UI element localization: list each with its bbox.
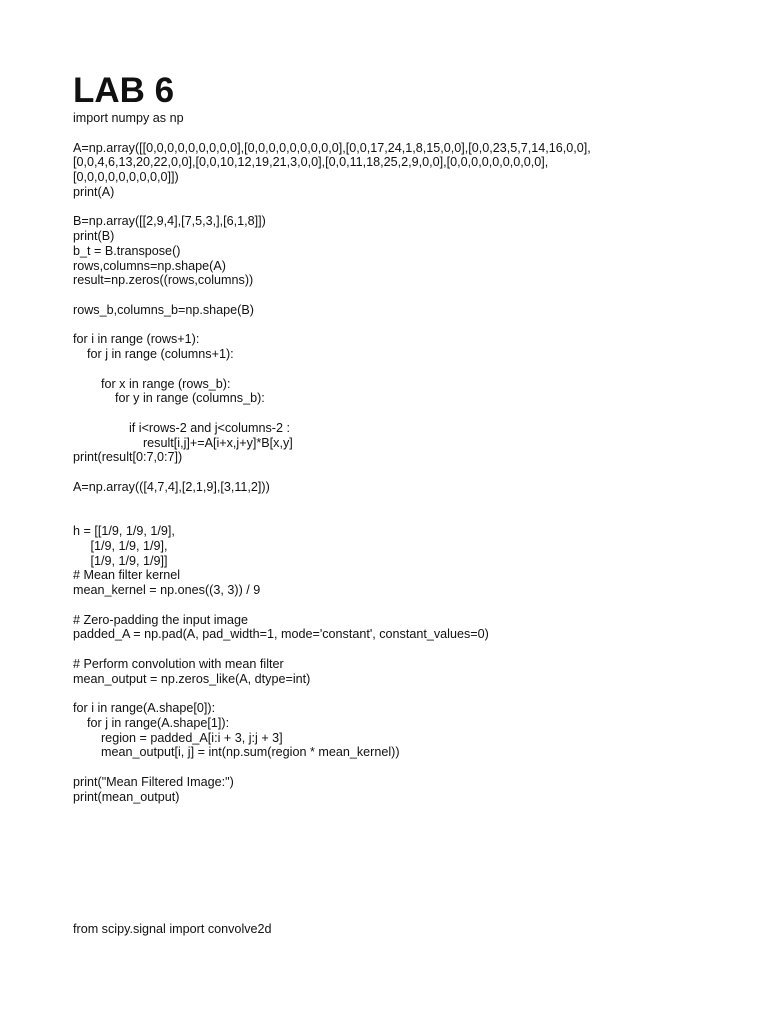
code-line: [1/9, 1/9, 1/9]]: [73, 553, 168, 568]
code-line: mean_kernel = np.ones((3, 3)) / 9: [73, 583, 261, 597]
code-line: print(mean_output): [73, 789, 180, 804]
code-line: [73, 200, 753, 215]
code-line: [73, 126, 753, 141]
code-line: from scipy.signal import convolve2d: [73, 922, 272, 937]
code-line: rows,columns=np.shape(A): [73, 258, 226, 273]
code-line: result=np.zeros((rows,columns)): [73, 273, 254, 288]
code-line: [73, 495, 753, 510]
code-line: [73, 834, 753, 849]
code-line: for j in range (columns+1):: [73, 347, 234, 361]
code-line: [73, 465, 753, 480]
code-line: for j in range(A.shape[1]):: [73, 715, 230, 730]
code-line: [73, 642, 753, 657]
page-title: LAB 6: [73, 71, 175, 110]
code-line: h = [[1/9, 1/9, 1/9],: [73, 524, 175, 538]
code-line: region = padded_A[i:i + 3, j:j + 3]: [73, 730, 283, 745]
code-line: import numpy as np: [73, 111, 184, 125]
code-line: B=np.array([[2,9,4],[7,5,3,],[6,1,8]]): [73, 214, 266, 229]
code-line: # Perform convolution with mean filter: [73, 656, 284, 671]
code-block: [73, 111, 753, 937]
code-line: for x in range (rows_b):: [73, 376, 231, 391]
code-line: # Zero-padding the input image: [73, 612, 249, 627]
code-line: [73, 849, 753, 864]
code-line: [73, 288, 753, 303]
code-line: [73, 686, 753, 701]
code-line: if i<rows-2 and j<columns-2 :: [73, 420, 290, 435]
code-line: [73, 893, 753, 908]
code-line: print(A): [73, 184, 115, 199]
code-line: [73, 598, 753, 613]
code-line: [73, 863, 753, 878]
code-line: [73, 318, 753, 333]
code-line: [73, 362, 753, 377]
code-line: A=np.array([[0,0,0,0,0,0,0,0,0],[0,0,0,0,0,0,0,0,0],[0,0,17,24,1,8,15,0,0],[0,0,23,5,7,14,16,0,0],: [73, 140, 591, 155]
code-line: [0,0,4,6,13,20,22,0,0],[0,0,10,12,19,21,3,0,0],[0,0,11,18,25,2,9,0,0],[0,0,0,0,0,0,0,0,0],: [73, 155, 549, 170]
code-line: padded_A = np.pad(A, pad_width=1, mode='constant', constant_values=0): [73, 627, 489, 642]
code-line: [73, 509, 753, 524]
code-line: print(result[0:7,0:7]): [73, 450, 183, 465]
code-line: print("Mean Filtered Image:"): [73, 774, 234, 789]
code-line: mean_output[i, j] = int(np.sum(region * mean_kernel)): [73, 745, 400, 760]
code-line: print(B): [73, 229, 115, 243]
code-line: [73, 878, 753, 893]
code-line: [1/9, 1/9, 1/9],: [73, 538, 168, 553]
code-line: result[i,j]+=A[i+x,j+y]*B[x,y]: [73, 435, 293, 450]
code-line: b_t = B.transpose(): [73, 243, 181, 258]
code-line: [73, 908, 753, 923]
code-line: [73, 760, 753, 775]
code-line: [73, 406, 753, 421]
code-line: [0,0,0,0,0,0,0,0,0]]): [73, 170, 179, 184]
code-line: A=np.array(([4,7,4],[2,1,9],[3,11,2])): [73, 479, 270, 494]
code-line: mean_output = np.zeros_like(A, dtype=int): [73, 671, 311, 686]
code-line: for i in range(A.shape[0]):: [73, 701, 216, 715]
code-line: # Mean filter kernel: [73, 568, 181, 583]
code-line: rows_b,columns_b=np.shape(B): [73, 302, 254, 317]
code-line: for y in range (columns_b):: [73, 391, 265, 406]
code-line: [73, 804, 753, 819]
code-line: for i in range (rows+1):: [73, 332, 200, 347]
code-line: [73, 819, 753, 834]
